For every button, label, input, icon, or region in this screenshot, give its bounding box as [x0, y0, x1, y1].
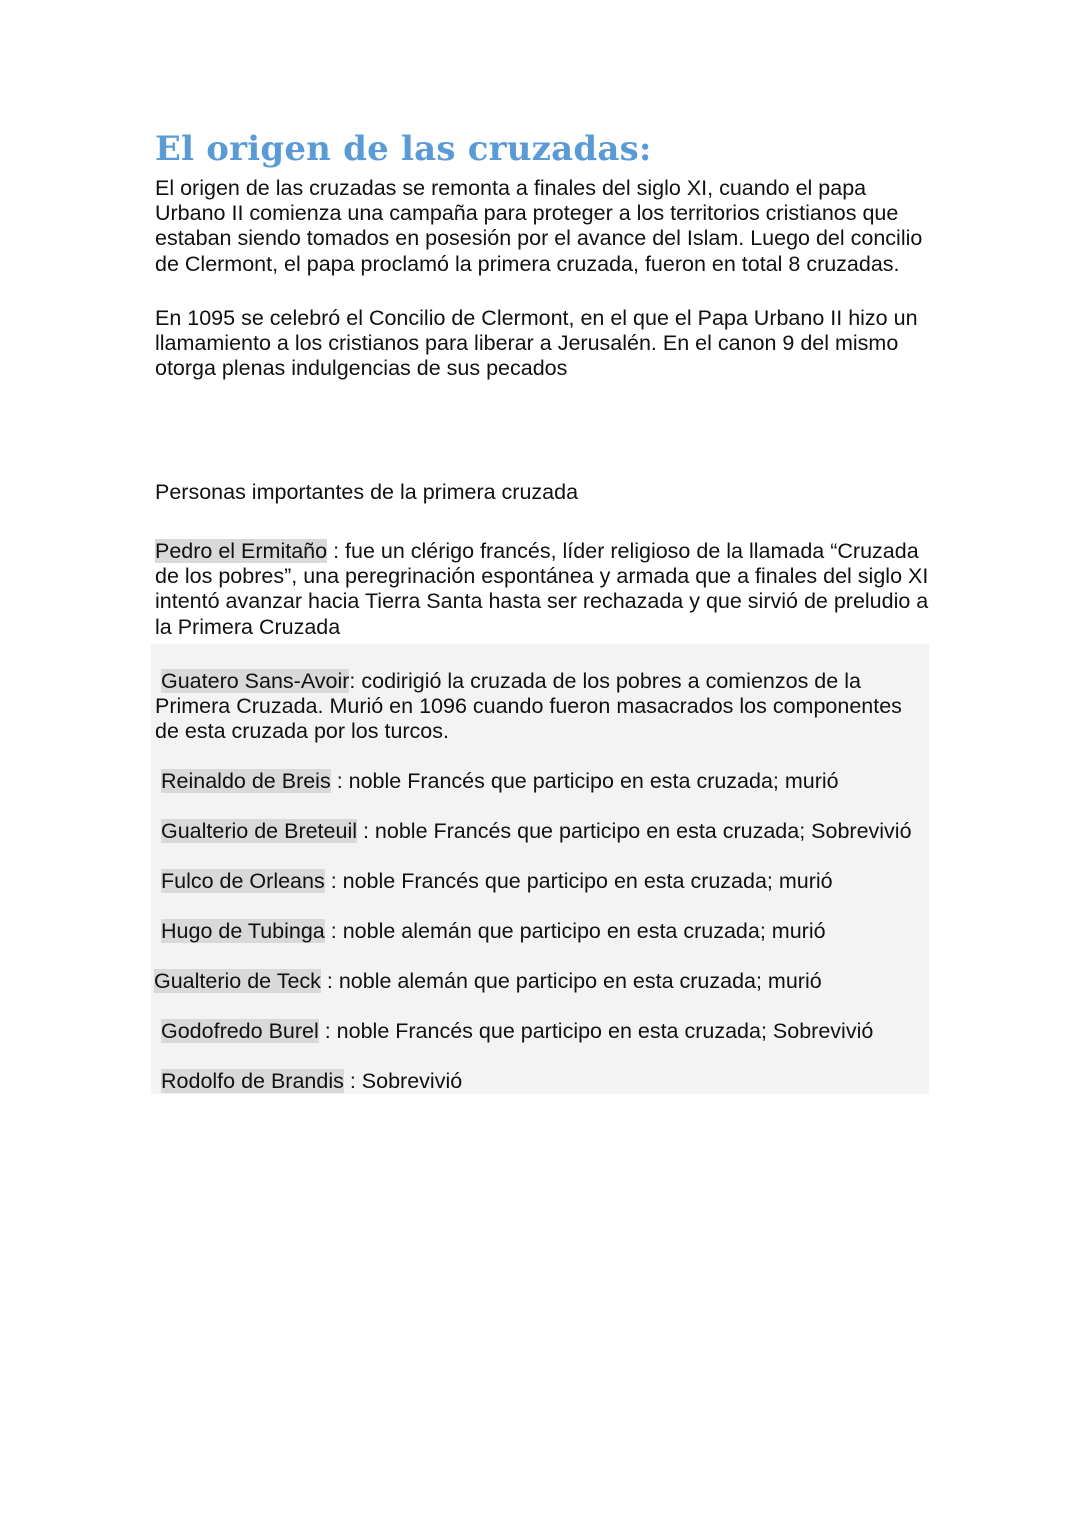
person-entry: [154, 969, 822, 994]
person-name: Rodolfo de Brandis: [161, 1069, 344, 1093]
paragraph-origin: El origen de las cruzadas se remonta a finales del siglo XI, cuando el papa Urbano II comienza una campaña para proteger a los territorios cristianos que estaban siendo tomados en posesión por el avance del Islam. Luego del concilio de Clermont, el papa proclamó la primera cruzada, fueron en total 8 cruzadas.: [155, 176, 923, 276]
person-name: Hugo de Tubinga: [161, 919, 325, 943]
person-entry: [155, 1069, 462, 1094]
person-entry: [155, 769, 839, 794]
person-description: : Sobrevivió: [343, 1069, 463, 1093]
person-name: Pedro el Ermitaño: [155, 539, 328, 563]
section-heading-people: Personas importantes de la primera cruzada: [155, 480, 579, 504]
person-entry: [155, 1019, 873, 1044]
page-title: El origen de las cruzadas:: [155, 129, 652, 169]
person-entry: [155, 869, 833, 894]
person-name: Fulco de Orleans: [161, 869, 325, 893]
person-name: Reinaldo de Breis: [161, 769, 331, 793]
person-name: Godofredo Burel: [161, 1019, 319, 1043]
person-entry: [155, 819, 912, 844]
paragraph-clermont: En 1095 se celebró el Concilio de Clermont, en el que el Papa Urbano II hizo un llamamiento a los cristianos para liberar a Jerusalén. En el canon 9 del mismo otorga plenas indulgencias de sus pecados: [155, 306, 918, 381]
person-description: : noble alemán que participo en esta cruzada; murió: [324, 919, 826, 943]
person-description: : noble Francés que participo en esta cruzada; Sobrevivió: [357, 819, 912, 843]
person-entry: [155, 669, 925, 745]
person-description: : codirigió la cruzada de los pobres a comienzos de la Primera Cruzada. Murió en 1096 cuando fueron masacrados los componentes de esta cruzada por los turcos.: [155, 669, 902, 744]
person-description: : noble Francés que participo en esta cruzada; murió: [330, 769, 839, 793]
person-name: Gualterio de Breteuil: [161, 819, 357, 843]
person-description: : noble Francés que participo en esta cruzada; murió: [324, 869, 833, 893]
person-entry: [155, 539, 935, 640]
person-description: : fue un clérigo francés, líder religioso de la llamada “Cruzada de los pobres”, una peregrinación espontánea y armada que a finales del siglo XI intentó avanzar hacia Tierra Santa hasta ser rechazada y que sirvió de preludio a la Primera Cruzada: [155, 539, 929, 639]
person-name: Guatero Sans-Avoir: [161, 669, 350, 693]
person-name: Gualterio de Teck: [154, 969, 321, 993]
person-description: : noble alemán que participo en esta cruzada; murió: [320, 969, 822, 993]
person-description: : noble Francés que participo en esta cruzada; Sobrevivió: [318, 1019, 874, 1043]
person-entry: [155, 919, 826, 944]
